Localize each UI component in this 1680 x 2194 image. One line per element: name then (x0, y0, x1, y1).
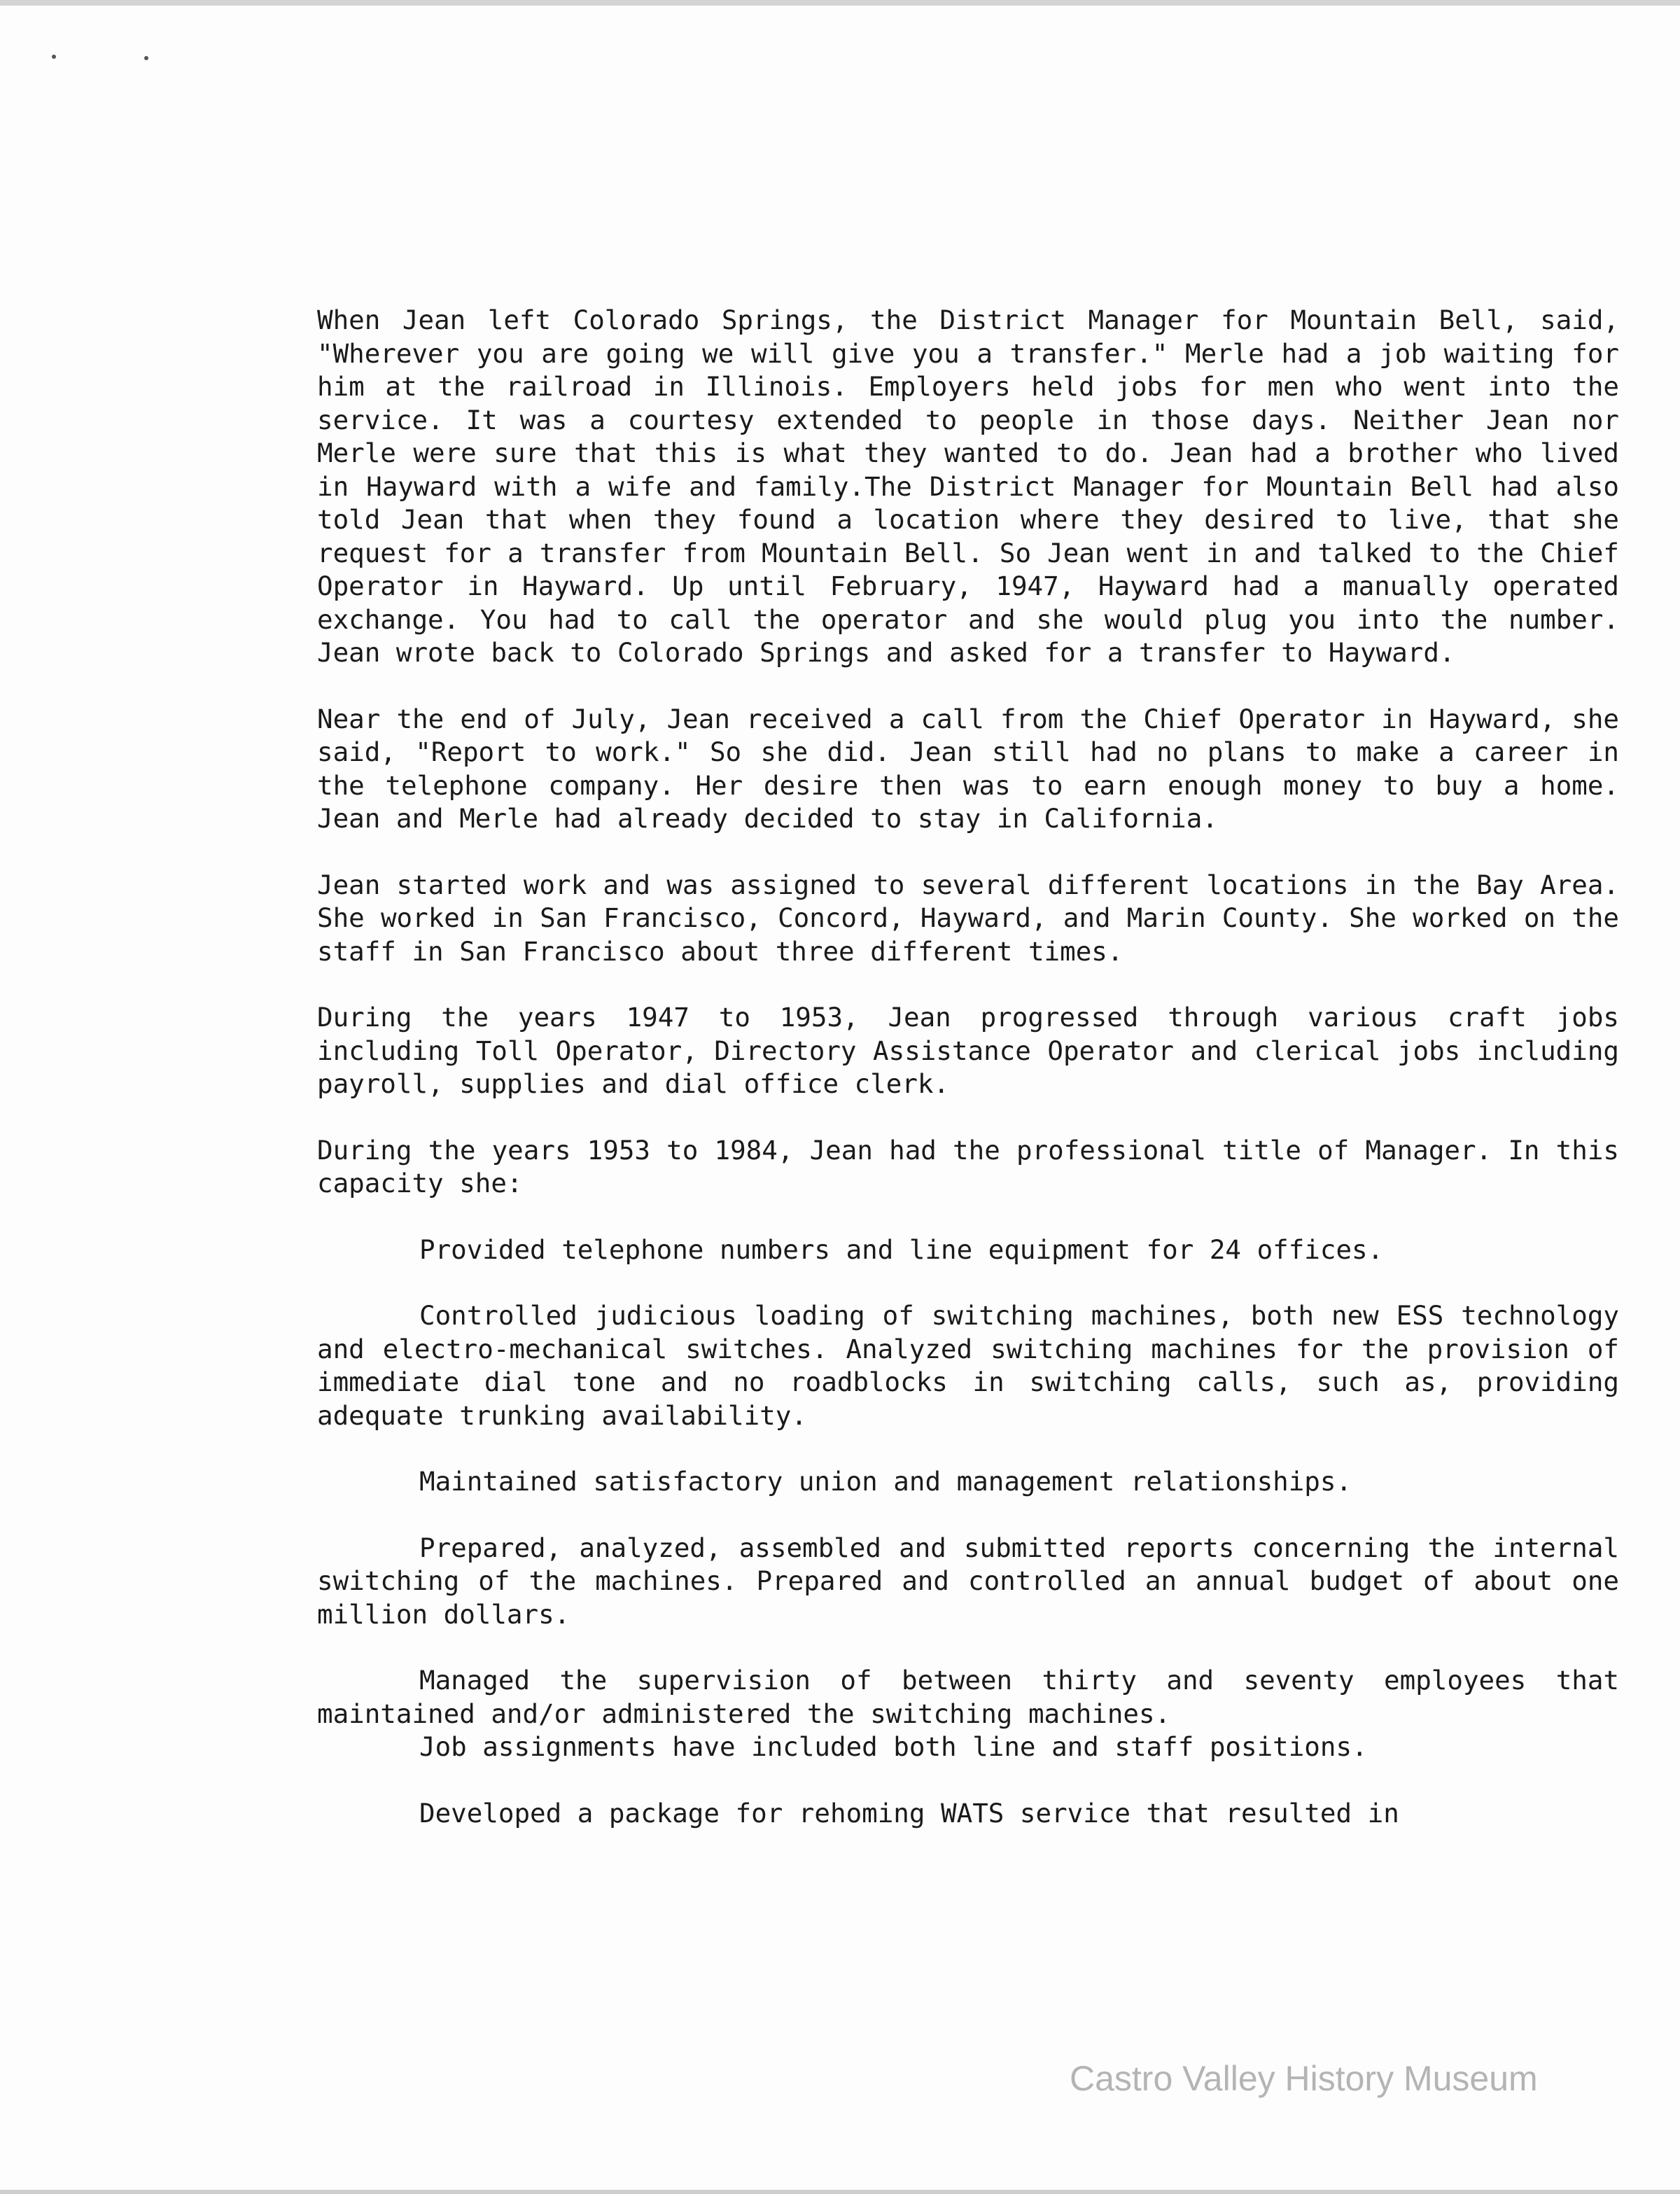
duty-item: Developed a package for rehoming WATS service that resulted in (419, 1797, 1399, 1829)
duty-item: Prepared, analyzed, assembled and submitted reports concerning the internal switching of the machines. Prepared and controlled an annual budget of about one million dollars. (317, 1532, 1619, 1630)
duty-item: Controlled judicious loading of switching machines, both new ESS technology and electro-mechanical switches. Analyzed switching machines for the provision of immediate dial tone and no roadblocks in switching calls, such as, providing adequate trunking availability. (317, 1300, 1619, 1431)
body-text (317, 304, 1619, 1863)
scan-speck (144, 56, 148, 60)
scan-bottom-edge (0, 2190, 1680, 2194)
duty-item: Job assignments have included both line and staff positions. (419, 1731, 1368, 1762)
paragraph-manager-title: During the years 1953 to 1984, Jean had the professional title of Manager. In this capacity she: (317, 1134, 1619, 1199)
museum-watermark: Castro Valley History Museum (1070, 2059, 1538, 2098)
paragraph-bay-area: Jean started work and was assigned to several different locations in the Bay Area. She worked in San Francisco, Concord, Hayward, and Marin County. She worked on the staff in San Francisco about three different times. (317, 869, 1619, 967)
scan-speck (52, 55, 56, 59)
duty-item: Provided telephone numbers and line equipment for 24 offices. (419, 1234, 1384, 1265)
duty-item: Managed the supervision of between thirty and seventy employees that maintained and/or administered the switching machines. (317, 1665, 1619, 1729)
paragraph-craft-jobs: During the years 1947 to 1953, Jean progressed through various craft jobs including Toll Operator, Directory Assistance Operator and clerical jobs including payroll, supplies and dial office clerk. (317, 1002, 1619, 1099)
paragraph-report-to-work: Near the end of July, Jean received a call from the Chief Operator in Hayward, she said, "Report to work." So she did. Jean still had no plans to make a career in the telephone company. Her desire then was to earn enough money to buy a home. Jean and Merle had already decided to stay in California. (317, 703, 1619, 834)
scan-top-edge (0, 0, 1680, 6)
paragraph-transfer: When Jean left Colorado Springs, the District Manager for Mountain Bell, said, "Wherever you are going we will give you a transfer." Merle had a job waiting for him at the railroad in Illinois. Employers held jobs for men who went into the service. It was a courtesy extended to people in those days. Neither Jean nor Merle were sure that this is what they wanted to do. Jean had a brother who lived in Hayward with a wife and family.The District Manager for Mountain Bell had also told Jean that when they found a location where they desired to live, that she request for a transfer from Mountain Bell. So Jean went in and talked to the Chief Operator in Hayward. Up until February, 1947, Hayward had a manually operated exchange. You had to call the operator and she would plug you into the number. Jean wrote back to Colorado Springs and asked for a transfer to Hayward. (317, 305, 1619, 668)
duty-item: Maintained satisfactory union and management relationships. (419, 1466, 1352, 1497)
